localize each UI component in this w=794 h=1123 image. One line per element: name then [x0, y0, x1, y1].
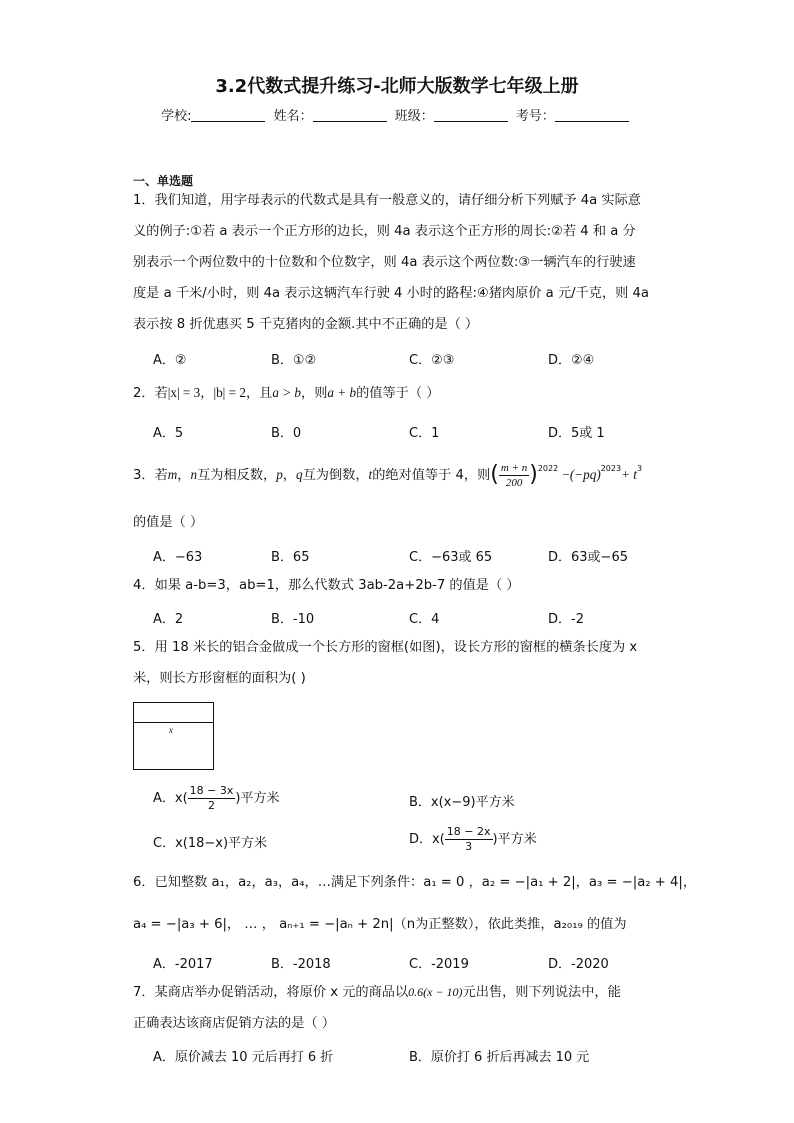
q1-option-b[interactable]: B．①②: [271, 353, 317, 368]
q5-optA-num: 18 − 3x: [189, 784, 234, 797]
window-frame-figure: [133, 702, 214, 770]
q5-optD-frac: [445, 825, 493, 854]
q4-option-c[interactable]: C．4: [409, 612, 440, 627]
q1-line-4: 度是 a 千米/小时，则 4a 表示这辆汽车行驶 4 小时的路程:④猪肉原价 a 元/千克，则 4a: [133, 286, 649, 301]
q1-option-d[interactable]: D．②④: [548, 353, 595, 368]
q3-frac-den: 200: [505, 476, 523, 489]
page-title: 3.2代数式提升练习-北师大版数学七年级上册: [215, 76, 579, 97]
q2-stem: [133, 379, 439, 407]
exam-no-blank[interactable]: [555, 109, 629, 122]
q2-expr: a + b: [327, 385, 357, 400]
class-label: 班级：: [394, 109, 434, 124]
q3-option-a[interactable]: A．−63: [153, 550, 203, 565]
q5-line-1: 5．用 18 米长的铝合金做成一个长方形的窗框(如图)，设长方形的窗框的横条长度为 x: [133, 640, 638, 655]
q2-option-d[interactable]: D．5或 1: [548, 426, 605, 441]
q5-line-2: 米，则长方形窗框的面积为( ): [133, 671, 306, 686]
school-blank[interactable]: [191, 109, 265, 122]
q2-mid: ，且: [245, 386, 273, 401]
q5-optD-post: )平方米: [492, 832, 537, 847]
q2-option-c[interactable]: C．1: [409, 426, 440, 441]
q3-exp2: 2023: [600, 464, 622, 473]
q7-line1-pre: 7．某商店举办促销活动，将原价 x 元的商品以: [133, 985, 409, 1000]
q1-option-a[interactable]: A．②: [153, 353, 187, 368]
class-blank[interactable]: [434, 109, 508, 122]
q6-option-a[interactable]: A．-2017: [153, 957, 213, 972]
q3-stem: 3．若m，n互为相反数，p，q互为倒数，t的绝对值等于 4，则( $\frac{m + n}{200}$ )$^{2022} -(-pq)^{2023}+ t^3$: [133, 461, 643, 489]
q3-t2: 互为倒数，: [302, 468, 369, 483]
q3-t3: 的绝对值等于 4，则: [372, 468, 491, 483]
q2-option-b[interactable]: B．0: [271, 426, 302, 441]
q3-text1: 3．若: [133, 468, 168, 483]
q6-line-2: a₄ = −|a₃ + 6|， … ， aₙ₊₁ = −|aₙ + 2n|（n为正整数），依此类推，a₂₀₁₉ 的值为: [133, 917, 627, 932]
q7-line-2: 正确表达该商店促销方法的是（ ）: [133, 1016, 336, 1031]
q1-line-2: 义的例子:①若 a 表示一个正方形的边长，则 4a 表示这个正方形的周长:②若 4 和 a 分: [133, 224, 636, 239]
q5-optA-pre: A．x(: [153, 791, 188, 806]
q3-minus: −: [562, 467, 570, 482]
q2-mid2: ，则: [301, 386, 328, 401]
q3-tail: 的值是（ ）: [133, 515, 204, 530]
window-crossbar: [134, 722, 213, 723]
q3-sep: ，: [177, 468, 191, 483]
q6-line-1: 6．已知整数 a₁，a₂，a₃，a₄，…满足下列条件：a₁ = 0 ，a₂ = −|a₁ + 2|，a₃ = −|a₂ + 4|，: [133, 875, 697, 890]
q5-option-b[interactable]: B．x(x−9)平方米: [409, 795, 515, 810]
q4-option-b[interactable]: B．-10: [271, 612, 315, 627]
q5-optA-frac: [188, 784, 236, 813]
q3-t1: 互为相反数，: [197, 468, 277, 483]
q3-t: t: [368, 467, 373, 482]
section-heading: 一、单选题: [133, 174, 194, 188]
q7-option-b[interactable]: B．原价打 6 折后再减去 10 元: [409, 1050, 590, 1065]
q7-line1-expr: 0.6(x − 10): [408, 985, 463, 999]
q3-option-c[interactable]: C．−63或 65: [409, 550, 493, 565]
q2-prefix: 2．若: [133, 386, 168, 401]
q2-cond1: |x| = 3: [167, 385, 201, 400]
q7-line-1: [133, 979, 621, 1006]
q3-plus: + t: [621, 467, 637, 482]
q3-exp3: 3: [636, 464, 643, 473]
q3-q: q: [295, 467, 303, 482]
q1-line-1: 1．我们知道，用字母表示的代数式是具有一般意义的，请仔细分析下列赋予 4a 实际意: [133, 193, 641, 208]
q5-optA-post: )平方米: [235, 791, 280, 806]
q2-sep1: ，: [200, 386, 214, 401]
q5-optA-den: 2: [208, 799, 216, 812]
q6-option-c[interactable]: C．-2019: [409, 957, 469, 972]
q5-optD-pre: D．x(: [409, 832, 445, 847]
q6-option-d[interactable]: D．-2020: [548, 957, 609, 972]
exam-no-label: 考号：: [515, 109, 555, 124]
name-blank[interactable]: [313, 109, 387, 122]
q3-fraction: [499, 461, 529, 490]
q7-option-a[interactable]: A．原价减去 10 元后再打 6 折: [153, 1050, 334, 1065]
q2-suffix: 的值等于（ ）: [356, 386, 440, 401]
q5-option-d[interactable]: [409, 825, 537, 855]
q3-m: m: [167, 467, 178, 482]
q7-line1-post: 元出售，则下列说法中，能: [462, 985, 621, 1000]
q5-option-c[interactable]: C．x(18−x)平方米: [153, 836, 268, 851]
name-label: 姓名：: [273, 109, 313, 124]
q4-option-a[interactable]: A．2: [153, 612, 184, 627]
q2-cond2: |b| = 2: [213, 385, 246, 400]
q3-exp1: 2022: [537, 464, 559, 473]
q4-stem: 4．如果 a-b=3，ab=1，那么代数式 3ab-2a+2b-7 的值是（ ）: [133, 578, 520, 593]
q2-option-a[interactable]: A．5: [153, 426, 184, 441]
q1-line-3: 别表示一个两位数中的十位数和个位数字，则 4a 表示这个两位数:③一辆汽车的行驶速: [133, 255, 636, 270]
q6-option-b[interactable]: B．-2018: [271, 957, 331, 972]
crossbar-label: x: [169, 725, 173, 735]
q3-p: p: [276, 467, 283, 482]
q3-option-d[interactable]: D．63或−65: [548, 550, 628, 565]
q5-option-a[interactable]: [153, 784, 279, 814]
q4-option-d[interactable]: D．-2: [548, 612, 584, 627]
q1-line-5: 表示按 8 折优惠买 5 千克猪肉的金额.其中不正确的是（ ）: [133, 317, 479, 332]
q3-option-b[interactable]: B．65: [271, 550, 310, 565]
q1-option-c[interactable]: C．②③: [409, 353, 455, 368]
student-info-line: [0, 105, 794, 124]
q2-cond3: a > b: [272, 385, 302, 400]
q3-pq: (−pq): [569, 467, 601, 482]
school-label: 学校:: [161, 109, 192, 124]
q5-optD-den: 3: [465, 840, 473, 853]
q3-n: n: [190, 467, 198, 482]
q3-frac-num: m + n: [500, 461, 528, 474]
q5-optD-num: 18 − 2x: [446, 825, 491, 838]
